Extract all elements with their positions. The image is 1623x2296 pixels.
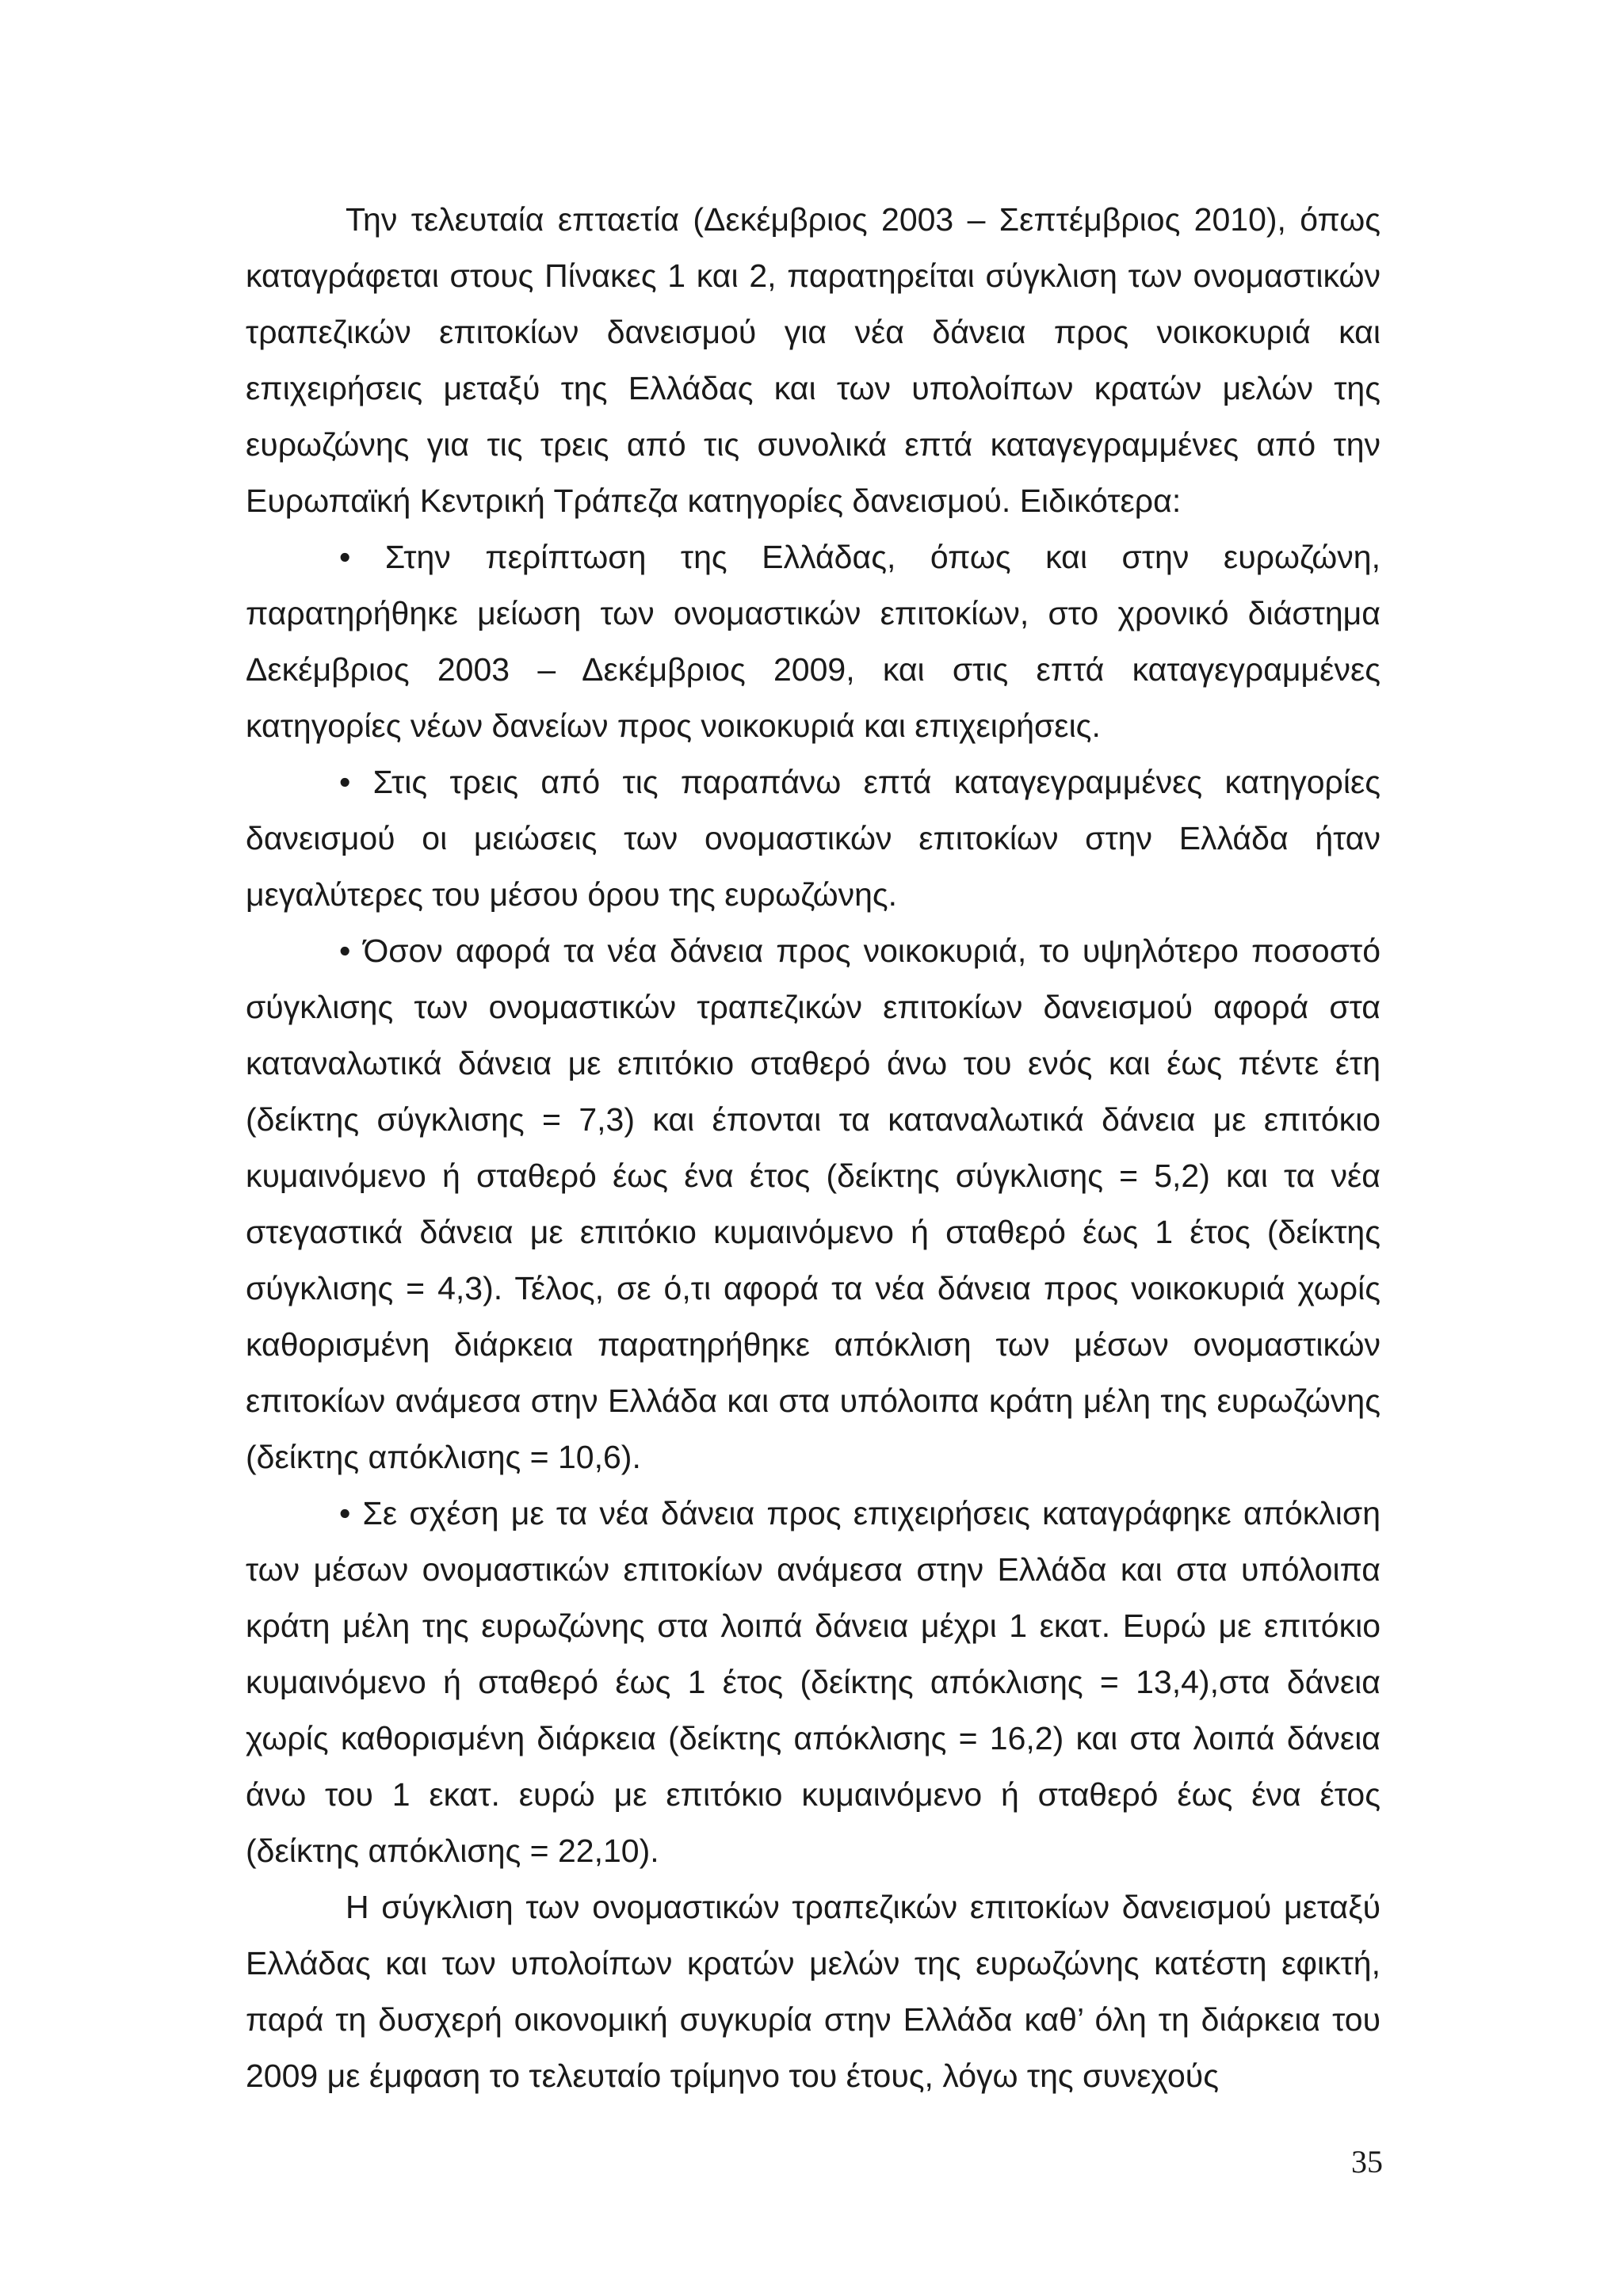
page-number: 35: [1351, 2144, 1383, 2180]
bullet-paragraph-4: • Σε σχέση με τα νέα δάνεια προς επιχειρήσεις καταγράφηκε απόκλιση των μέσων ονομαστικών επιτοκίων ανάμεσα στην Ελλάδα και στα υπόλοιπα κράτη μέλη της ευρωζώνης στα λοιπά δάνεια μέχρι 1 εκατ. Ευρώ με επιτόκιο κυμαινόμενο ή σταθερό έως 1 έτος (δείκτης απόκλισης = 13,4),στα δάνεια χωρίς καθορισμένη διάρκεια (δείκτης απόκλισης = 16,2) και στα λοιπά δάνεια άνω του 1 εκατ. ευρώ με επιτόκιο κυμαινόμενο ή σταθερό έως ένα έτος (δείκτης απόκλισης = 22,10).: [246, 1495, 1381, 1869]
body-text: [246, 192, 1381, 2104]
bullet-paragraph-1: • Στην περίπτωση της Ελλάδας, όπως και στην ευρωζώνη, παρατηρήθηκε μείωση των ονομαστικών επιτοκίων, στο χρονικό διάστημα Δεκέμβριος 2003 – Δεκέμβριος 2009, και στις επτά καταγεγραμμένες κατηγορίες νέων δανείων προς νοικοκυριά και επιχειρήσεις.: [246, 539, 1381, 744]
paragraph-conclusion: Η σύγκλιση των ονομαστικών τραπεζικών επιτοκίων δανεισμού μεταξύ Ελλάδας και των υπολοίπων κρατών μελών της ευρωζώνης κατέστη εφικτή, παρά τη δυσχερή οικονομική συγκυρία στην Ελλάδα καθ’ όλη τη διάρκεια του 2009 με έμφαση το τελευταίο τρίμηνο του έτους, λόγω της συνεχούς: [246, 1889, 1381, 2094]
bullet-paragraph-3: • Όσον αφορά τα νέα δάνεια προς νοικοκυριά, το υψηλότερο ποσοστό σύγκλισης των ονομαστικών τραπεζικών επιτοκίων δανεισμού αφορά στα καταναλωτικά δάνεια με επιτόκιο σταθερό άνω του ενός και έως πέντε έτη (δείκτης σύγκλισης = 7,3) και έπονται τα καταναλωτικά δάνεια με επιτόκιο κυμαινόμενο ή σταθερό έως ένα έτος (δείκτης σύγκλισης = 5,2) και τα νέα στεγαστικά δάνεια με επιτόκιο κυμαινόμενο ή σταθερό έως 1 έτος (δείκτης σύγκλισης = 4,3). Τέλος, σε ό,τι αφορά τα νέα δάνεια προς νοικοκυριά χωρίς καθορισμένη διάρκεια παρατηρήθηκε απόκλιση των μέσων ονομαστικών επιτοκίων ανάμεσα στην Ελλάδα και στα υπόλοιπα κράτη μέλη της ευρωζώνης (δείκτης απόκλισης = 10,6).: [246, 933, 1381, 1475]
bullet-paragraph-2: • Στις τρεις από τις παραπάνω επτά καταγεγραμμένες κατηγορίες δανεισμού οι μειώσεις των ονομαστικών επιτοκίων στην Ελλάδα ήταν μεγαλύτερες του μέσου όρου της ευρωζώνης.: [246, 764, 1381, 913]
paragraph-intro: Την τελευταία επταετία (Δεκέμβριος 2003 – Σεπτέμβριος 2010), όπως καταγράφεται στους Πίνακες 1 και 2, παρατηρείται σύγκλιση των ονομαστικών τραπεζικών επιτοκίων δανεισμού για νέα δάνεια προς νοικοκυριά και επιχειρήσεις μεταξύ της Ελλάδας και των υπολοίπων κρατών μελών της ευρωζώνης για τις τρεις από τις συνολικά επτά καταγεγραμμένες από την Ευρωπαϊκή Κεντρική Τράπεζα κατηγορίες δανεισμού. Ειδικότερα:: [246, 201, 1381, 519]
